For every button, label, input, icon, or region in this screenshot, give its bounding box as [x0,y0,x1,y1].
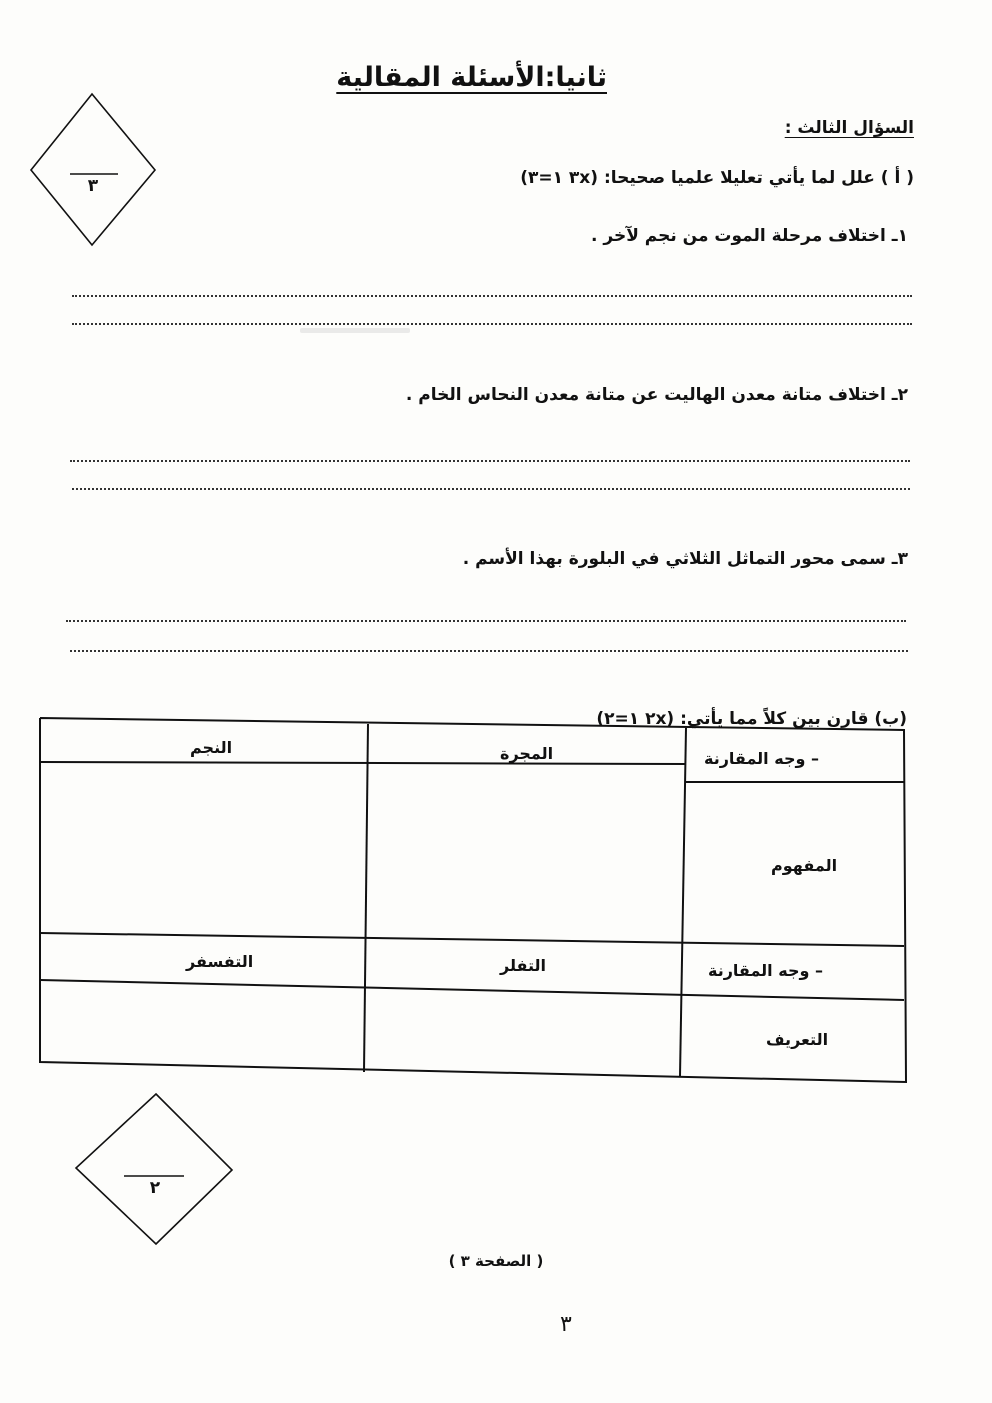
table-row1-header: – وجه المقارنة [704,749,819,768]
page-footer: ( الصفحة ٣ ) [448,1252,544,1270]
score-top-value: ٣ [87,176,99,196]
question-heading: السؤال الثالث : [784,118,914,138]
answer-line[interactable] [70,650,908,652]
table-col-galaxy: المجرة [500,744,554,763]
table-col-star: النجم [190,738,233,757]
table-col-fluorescence: التفلر [500,956,547,975]
table-row4-label: التعريف [766,1030,829,1049]
score-box-bottom [74,1092,204,1222]
question-item-3: ٣ـ سمى محور التماثل الثلاثي في البلورة بهذا الأسم . [462,549,908,569]
answer-line[interactable] [72,488,910,490]
section-title: ثانيا:الأسئلة المقالية [336,62,607,93]
table-row2-label: المفهوم [771,856,838,875]
table-col-phosphorescence: التفسفر [186,952,254,971]
answer-line[interactable] [72,323,912,325]
score-bottom-value: ٢ [149,1178,161,1198]
question-item-2: ٢ـ اختلاف متانة معدن الهاليت عن متانة معدن النحاس الخام . [405,385,908,405]
answer-line[interactable] [72,295,912,297]
table-grid [38,716,910,1084]
comparison-table [38,716,910,1084]
part-b-prompt: (ب) قارن بين كلاً مما يأتي: (٢x ١=٢) [596,709,907,729]
answer-line[interactable] [66,620,906,622]
table-row3-header: – وجه المقارنة [708,961,823,980]
part-a-prompt: ( أ ) علل لما يأتي تعليلا علميا صحيحا: (٣x ١=٣) [520,168,914,188]
diamond-frame-icon [74,1092,236,1247]
diamond-frame-icon [28,92,158,247]
answer-line[interactable] [70,460,910,462]
question-item-1: ١ـ اختلاف مرحلة الموت من نجم لآخر . [591,226,908,246]
scan-speck [300,328,410,333]
score-box-top [28,92,158,222]
handwritten-page-number: ٣ [560,1312,572,1337]
